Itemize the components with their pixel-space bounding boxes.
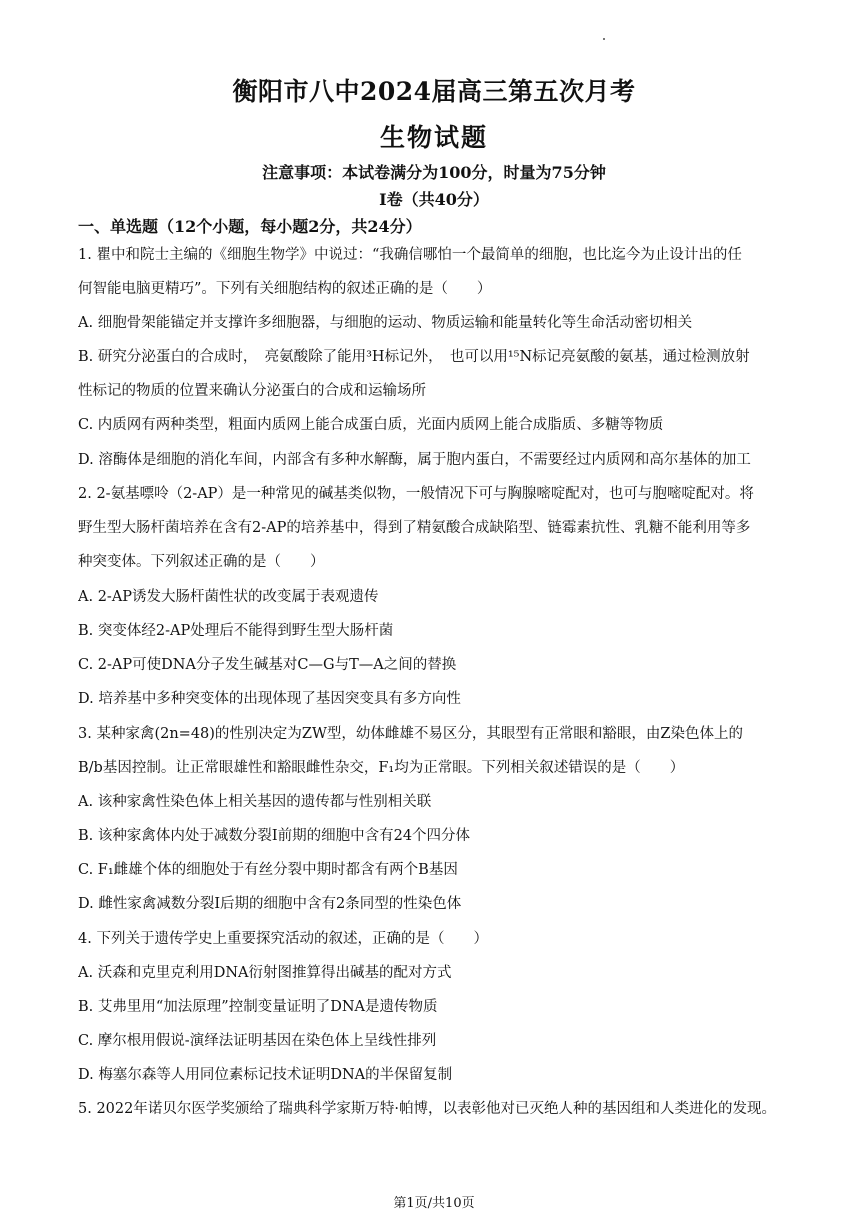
subject-title: 生物试题: [379, 123, 488, 152]
question-1-option-d: D. 溶酶体是细胞的消化车间，内部含有多种水解酶，属于胞内蛋白，不需要经过内质网和高尔基体的加工: [78, 452, 751, 468]
question-4-line-1: 4. 下列关于遗传学史上重要探究活动的叙述，正确的是（ ）: [78, 931, 488, 947]
question-2-line-3: 种突变体。下列叙述正确的是（ ）: [78, 554, 325, 570]
question-2-option-b: B. 突变体经2-AP处理后不能得到野生型大肠杆菌: [78, 623, 394, 639]
question-2-line-1: 2. 2-氨基嘌呤（2-AP）是一种常见的碱基类似物，一般情况下可与胸腺嘧啶配对，也可与胞嘧啶配对。将: [78, 486, 754, 502]
question-1-line-1: 1. 瞿中和院士主编的《细胞生物学》中说过：“我确信哪怕一个最简单的细胞，也比迄今为止设计出的任: [78, 247, 742, 263]
question-3-line-1: 3. 某种家禽(2n=48)的性别决定为ZW型，幼体雌雄不易区分，其眼型有正常眼和豁眼，由Z染色体上的: [78, 726, 743, 742]
question-3-option-d: D. 雌性家禽减数分裂Ⅰ后期的细胞中含有2条同型的性染色体: [78, 896, 462, 912]
question-4-option-c: C. 摩尔根用假说-演绎法证明基因在染色体上呈线性排列: [78, 1033, 437, 1049]
question-4-option-a: A. 沃森和克里克利用DNA衍射图推算得出碱基的配对方式: [78, 965, 452, 981]
exam-notice: 注意事项：本试卷满分为100分，时量为75分钟: [262, 163, 606, 182]
question-2-option-a: A. 2-AP诱发大肠杆菌性状的改变属于表观遗传: [78, 589, 379, 605]
question-3-option-c: C. F₁雌雄个体的细胞处于有丝分裂中期时都含有两个B基因: [78, 862, 458, 878]
question-3-option-a: A. 该种家禽性染色体上相关基因的遗传都与性别相关联: [78, 794, 432, 810]
question-1-option-b: B. 研究分泌蛋白的合成时， 亮氨酸除了能用³H标记外， 也可以用¹⁵N标记亮氨酸的氨基，通过检测放射: [78, 349, 750, 365]
question-3-option-b: B. 该种家禽体内处于减数分裂Ⅰ前期的细胞中含有24个四分体: [78, 828, 471, 844]
question-2-line-2: 野生型大肠杆菌培养在含有2-AP的培养基中，得到了精氨酸合成缺陷型、链霉素抗性、乳糖不能利用等多: [78, 520, 751, 536]
question-1-line-2: 何智能电脑更精巧”。下列有关细胞结构的叙述正确的是（ ）: [78, 281, 492, 297]
question-2-option-d: D. 培养基中多种突变体的出现体现了基因突变具有多方向性: [78, 691, 461, 707]
question-1-option-b-cont: 性标记的物质的位置来确认分泌蛋白的合成和运输场所: [78, 383, 426, 399]
question-4-option-b: B. 艾弗里用“加法原理”控制变量证明了DNA是遗传物质: [78, 999, 438, 1015]
question-5-line-1: 5. 2022年诺贝尔医学奖颁给了瑞典科学家斯万特·帕博，以表彰他对已灭绝人种的基因组和人类进化的发现。: [78, 1101, 776, 1117]
question-2-option-c: C. 2-AP可使DNA分子发生碱基对C—G与T—A之间的替换: [78, 657, 457, 673]
scan-speck: [603, 38, 605, 40]
question-1-option-c: C. 内质网有两种类型，粗面内质网上能合成蛋白质，光面内质网上能合成脂质、多糖等物质: [78, 417, 664, 433]
part-label: Ⅰ卷（共40分）: [379, 190, 489, 209]
exam-title: 衡阳市八中2024届高三第五次月考: [232, 77, 636, 106]
question-3-line-2: B/b基因控制。让正常眼雄性和豁眼雌性杂交，F₁均为正常眼。下列相关叙述错误的是（ ）: [78, 760, 685, 776]
question-4-option-d: D. 梅塞尔森等人用同位素标记技术证明DNA的半保留复制: [78, 1067, 453, 1083]
question-1-option-a: A. 细胞骨架能锚定并支撑许多细胞器，与细胞的运动、物质运输和能量转化等生命活动密切相关: [78, 315, 693, 331]
section-heading: 一、单选题（12个小题，每小题2分，共24分）: [78, 217, 422, 236]
page-footer: 第1页/共10页: [393, 1196, 475, 1211]
